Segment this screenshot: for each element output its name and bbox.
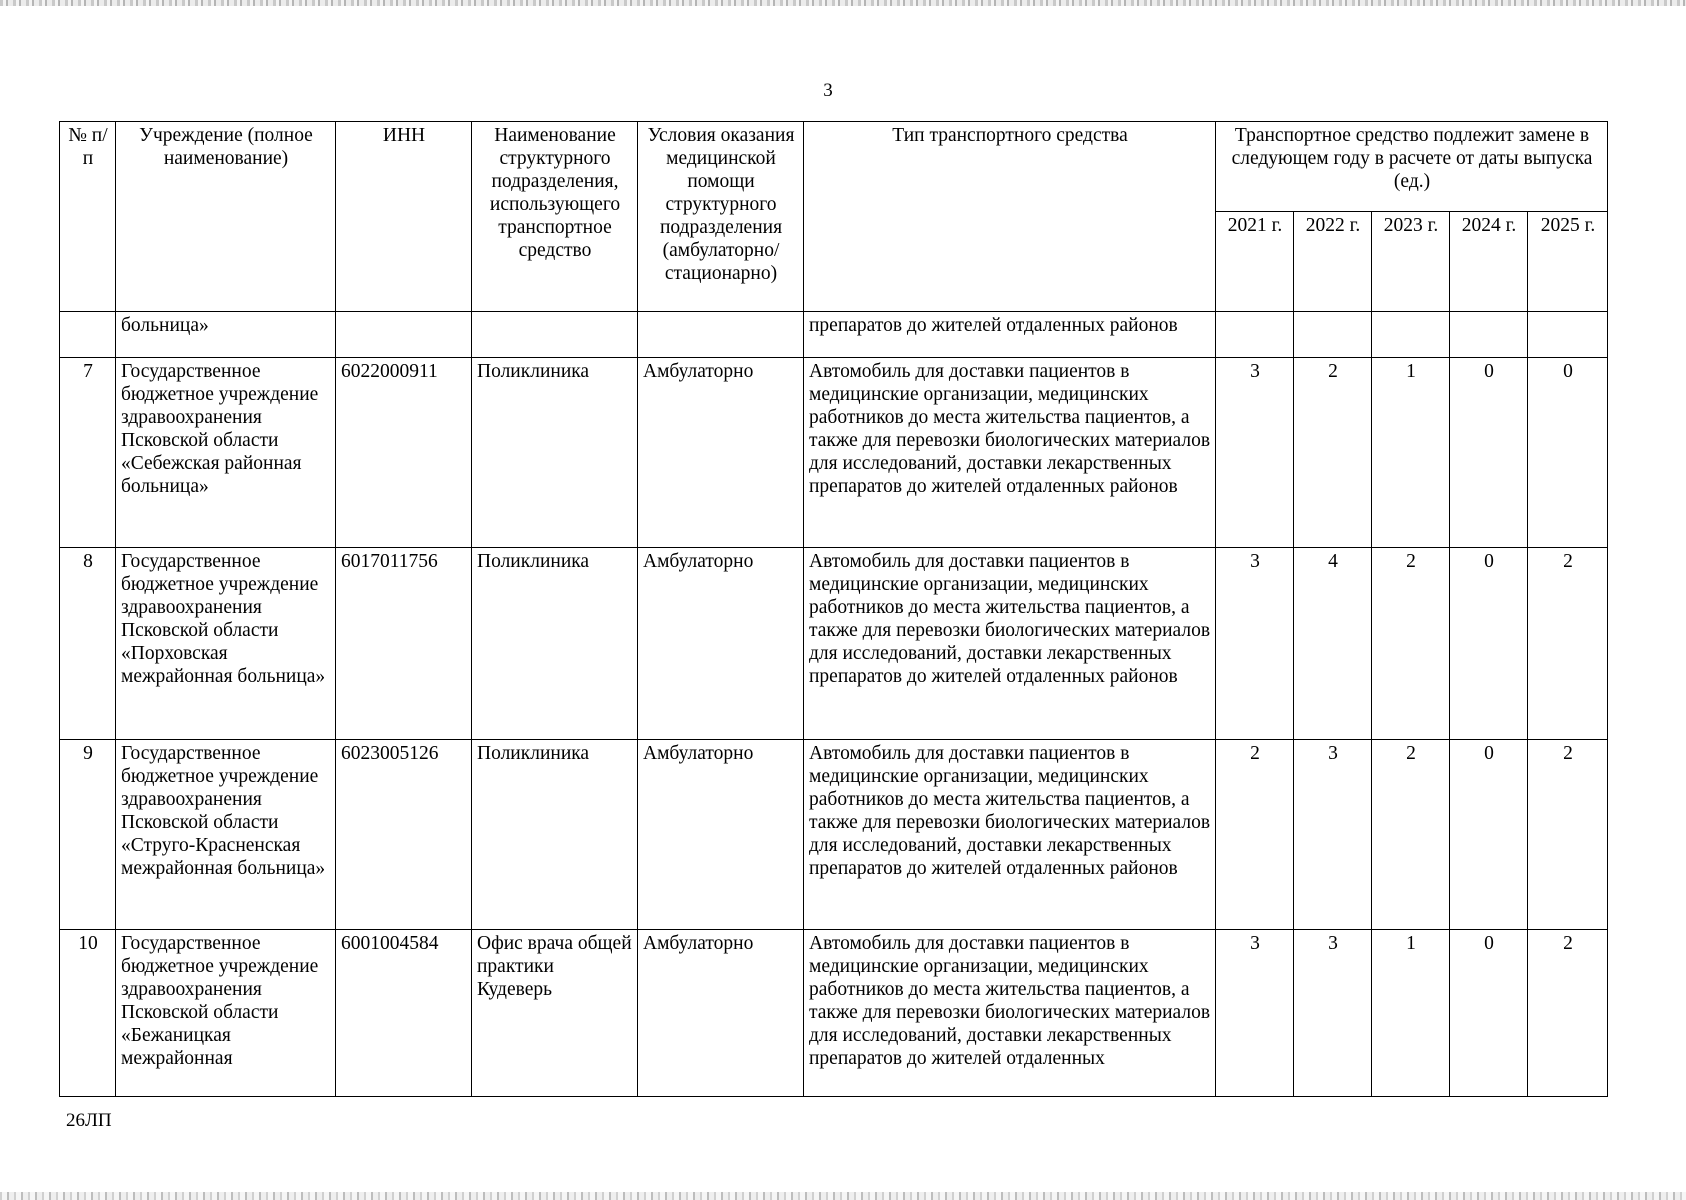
page-number: 3 — [823, 80, 833, 101]
header-year-2024: 2024 г. — [1450, 212, 1528, 312]
cell-year-2023: 1 — [1372, 930, 1450, 1097]
cell-institution: Государственное бюджетное учреждение здравоохранения Псковской области «Порховская межрайонная больница» — [116, 548, 336, 740]
cell-year — [1294, 312, 1372, 358]
header-row-1 — [60, 122, 1608, 212]
cell-vehicle-type: Автомобиль для доставки пациентов в медицинские организации, медицинских работников до места жительства пациентов, а также для перевозки биологических материалов для исследований, доставки лекарственных препаратов до жителей отдаленных районов — [804, 358, 1216, 548]
cell-subdivision: Поликлиника — [472, 740, 638, 930]
header-subdivision: Наименование структурного подразделения, использующего транспортное средство — [472, 122, 638, 312]
header-year-2021: 2021 г. — [1216, 212, 1294, 312]
cell-inn — [336, 312, 472, 358]
header-inn: ИНН — [336, 122, 472, 312]
table-row — [60, 930, 1608, 1097]
cell-num: 8 — [60, 548, 116, 740]
cell-subdivision — [472, 312, 638, 358]
vehicle-replacement-table — [59, 121, 1608, 1097]
cell-num: 9 — [60, 740, 116, 930]
cell-vehicle-type: Автомобиль для доставки пациентов в медицинские организации, медицинских работников до места жительства пациентов, а также для перевозки биологических материалов для исследований, доставки лекарственных препаратов до жителей отдаленных районов — [804, 548, 1216, 740]
cell-year-2023: 2 — [1372, 548, 1450, 740]
cell-year-2025: 2 — [1528, 930, 1608, 1097]
cell-year — [1528, 312, 1608, 358]
cell-inn: 6017011756 — [336, 548, 472, 740]
cell-year — [1450, 312, 1528, 358]
header-vehicle-type: Тип транспортного средства — [804, 122, 1216, 312]
header-year-2025: 2025 г. — [1528, 212, 1608, 312]
cell-year-2025: 0 — [1528, 358, 1608, 548]
cell-year-2022: 4 — [1294, 548, 1372, 740]
cell-conditions: Амбулаторно — [638, 548, 804, 740]
cell-inn: 6001004584 — [336, 930, 472, 1097]
cell-year-2025: 2 — [1528, 740, 1608, 930]
cell-conditions: Амбулаторно — [638, 930, 804, 1097]
cell-vehicle-type: препаратов до жителей отдаленных районов — [804, 312, 1216, 358]
scan-edge-bottom — [0, 1192, 1686, 1200]
header-institution: Учреждение (полное наименование) — [116, 122, 336, 312]
table-row — [60, 548, 1608, 740]
cell-year-2023: 1 — [1372, 358, 1450, 548]
cell-year-2022: 3 — [1294, 740, 1372, 930]
cell-year — [1372, 312, 1450, 358]
header-replacement: Транспортное средство подлежит замене в следующем году в расчете от даты выпуска (ед.) — [1216, 122, 1608, 212]
cell-vehicle-type: Автомобиль для доставки пациентов в медицинские организации, медицинских работников до места жительства пациентов, а также для перевозки биологических материалов для исследований, доставки лекарственных препаратов до жителей отдаленных — [804, 930, 1216, 1097]
cell-year-2024: 0 — [1450, 740, 1528, 930]
cell-year-2021: 3 — [1216, 930, 1294, 1097]
cell-subdivision: Поликлиника — [472, 358, 638, 548]
cell-year-2024: 0 — [1450, 548, 1528, 740]
cell-year-2021: 2 — [1216, 740, 1294, 930]
cell-year-2022: 2 — [1294, 358, 1372, 548]
cell-institution: Государственное бюджетное учреждение здравоохранения Псковской области «Себежская районная больница» — [116, 358, 336, 548]
cell-num: 7 — [60, 358, 116, 548]
table-row — [60, 740, 1608, 930]
header-conditions: Условия оказания медицинской помощи структурного подразделения (амбулаторно/ стационарно) — [638, 122, 804, 312]
cell-institution: Государственное бюджетное учреждение здравоохранения Псковской области «Бежаницкая межрайонная — [116, 930, 336, 1097]
header-year-2023: 2023 г. — [1372, 212, 1450, 312]
header-num: № п/п — [60, 122, 116, 312]
cell-institution: Государственное бюджетное учреждение здравоохранения Псковской области «Струго-Красненская межрайонная больница» — [116, 740, 336, 930]
cell-year-2025: 2 — [1528, 548, 1608, 740]
table-row-continued — [60, 312, 1608, 358]
cell-subdivision: Офис врача общей практики Кудеверь — [472, 930, 638, 1097]
cell-inn: 6022000911 — [336, 358, 472, 548]
cell-conditions: Амбулаторно — [638, 358, 804, 548]
cell-conditions: Амбулаторно — [638, 740, 804, 930]
footer-code: 26ЛП — [66, 1110, 112, 1131]
cell-vehicle-type: Автомобиль для доставки пациентов в медицинские организации, медицинских работников до места жительства пациентов, а также для перевозки биологических материалов для исследований, доставки лекарственных препаратов до жителей отдаленных районов — [804, 740, 1216, 930]
cell-year-2024: 0 — [1450, 930, 1528, 1097]
cell-year — [1216, 312, 1294, 358]
cell-num — [60, 312, 116, 358]
cell-year-2021: 3 — [1216, 358, 1294, 548]
table-row — [60, 358, 1608, 548]
cell-year-2023: 2 — [1372, 740, 1450, 930]
cell-year-2021: 3 — [1216, 548, 1294, 740]
cell-num: 10 — [60, 930, 116, 1097]
cell-year-2022: 3 — [1294, 930, 1372, 1097]
cell-year-2024: 0 — [1450, 358, 1528, 548]
cell-conditions — [638, 312, 804, 358]
cell-subdivision: Поликлиника — [472, 548, 638, 740]
cell-inn: 6023005126 — [336, 740, 472, 930]
cell-institution: больница» — [116, 312, 336, 358]
scan-edge-top — [0, 0, 1686, 6]
header-year-2022: 2022 г. — [1294, 212, 1372, 312]
